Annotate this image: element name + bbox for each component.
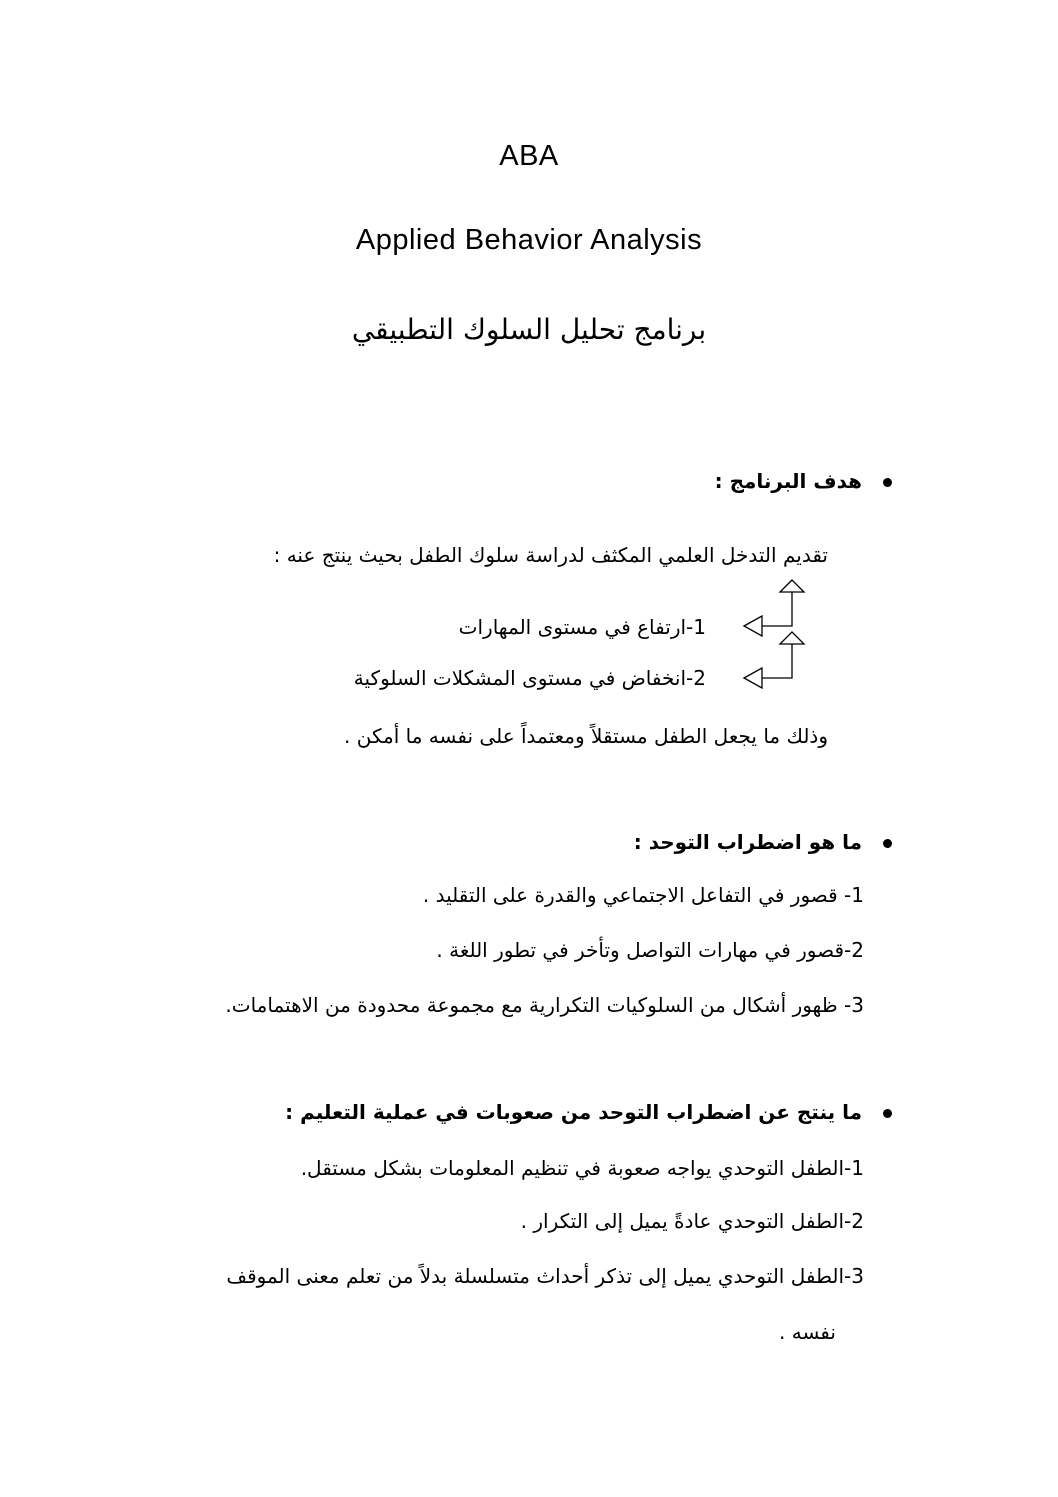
learning-heading: ما ينتج عن اضطراب التوحد من صعوبات في عملية التعليم : (285, 1100, 862, 1124)
learning-item-3: 3-الطفل التوحدي يميل إلى تذكر أحداث متسلسلة بدلاً من تعلم معنى الموقف (226, 1264, 864, 1288)
autism-item-3: 3- ظهور أشكال من السلوكيات التكرارية مع مجموعة محدودة من الاهتمامات. (225, 993, 864, 1017)
goal-conclusion: وذلك ما يجعل الطفل مستقلاً ومعتمداً على نفسه ما أمكن . (344, 724, 828, 748)
bullet-autism (883, 839, 892, 848)
learning-item-2: 2-الطفل التوحدي عادةً يميل إلى التكرار . (520, 1209, 864, 1233)
goal-intro: تقديم التدخل العلمي المكثف لدراسة سلوك الطفل بحيث ينتج عنه : (273, 543, 828, 567)
arabic-title: برنامج تحليل السلوك التطبيقي (351, 313, 707, 346)
autism-item-2: 2-قصور في مهارات التواصل وتأخر في تطور اللغة . (436, 938, 864, 962)
goal-heading: هدف البرنامج : (714, 469, 862, 493)
learning-item-1: 1-الطفل التوحدي يواجه صعوبة في تنظيم المعلومات بشكل مستقل. (300, 1156, 864, 1180)
learning-item-3-continuation: نفسه . (779, 1320, 836, 1344)
autism-heading: ما هو اضطراب التوحد : (633, 830, 862, 854)
triangle-arrow-icon (780, 580, 804, 592)
bullet-goal (883, 478, 892, 487)
bullet-learning (883, 1109, 892, 1118)
goal-item-1: 1-ارتفاع في مستوى المهارات (458, 615, 706, 639)
autism-item-1: 1- قصور في التفاعل الاجتماعي والقدرة على التقليد . (422, 883, 864, 907)
acronym-title: ABA (499, 140, 559, 172)
full-name-title: Applied Behavior Analysis (355, 224, 703, 256)
triangle-arrow-icon (744, 668, 762, 688)
goal-item-2: 2-انخفاض في مستوى المشكلات السلوكية (353, 666, 706, 690)
triangle-arrow-icon (780, 632, 804, 644)
triangle-arrow-icon (744, 616, 762, 636)
arrow-connectors (736, 578, 812, 698)
